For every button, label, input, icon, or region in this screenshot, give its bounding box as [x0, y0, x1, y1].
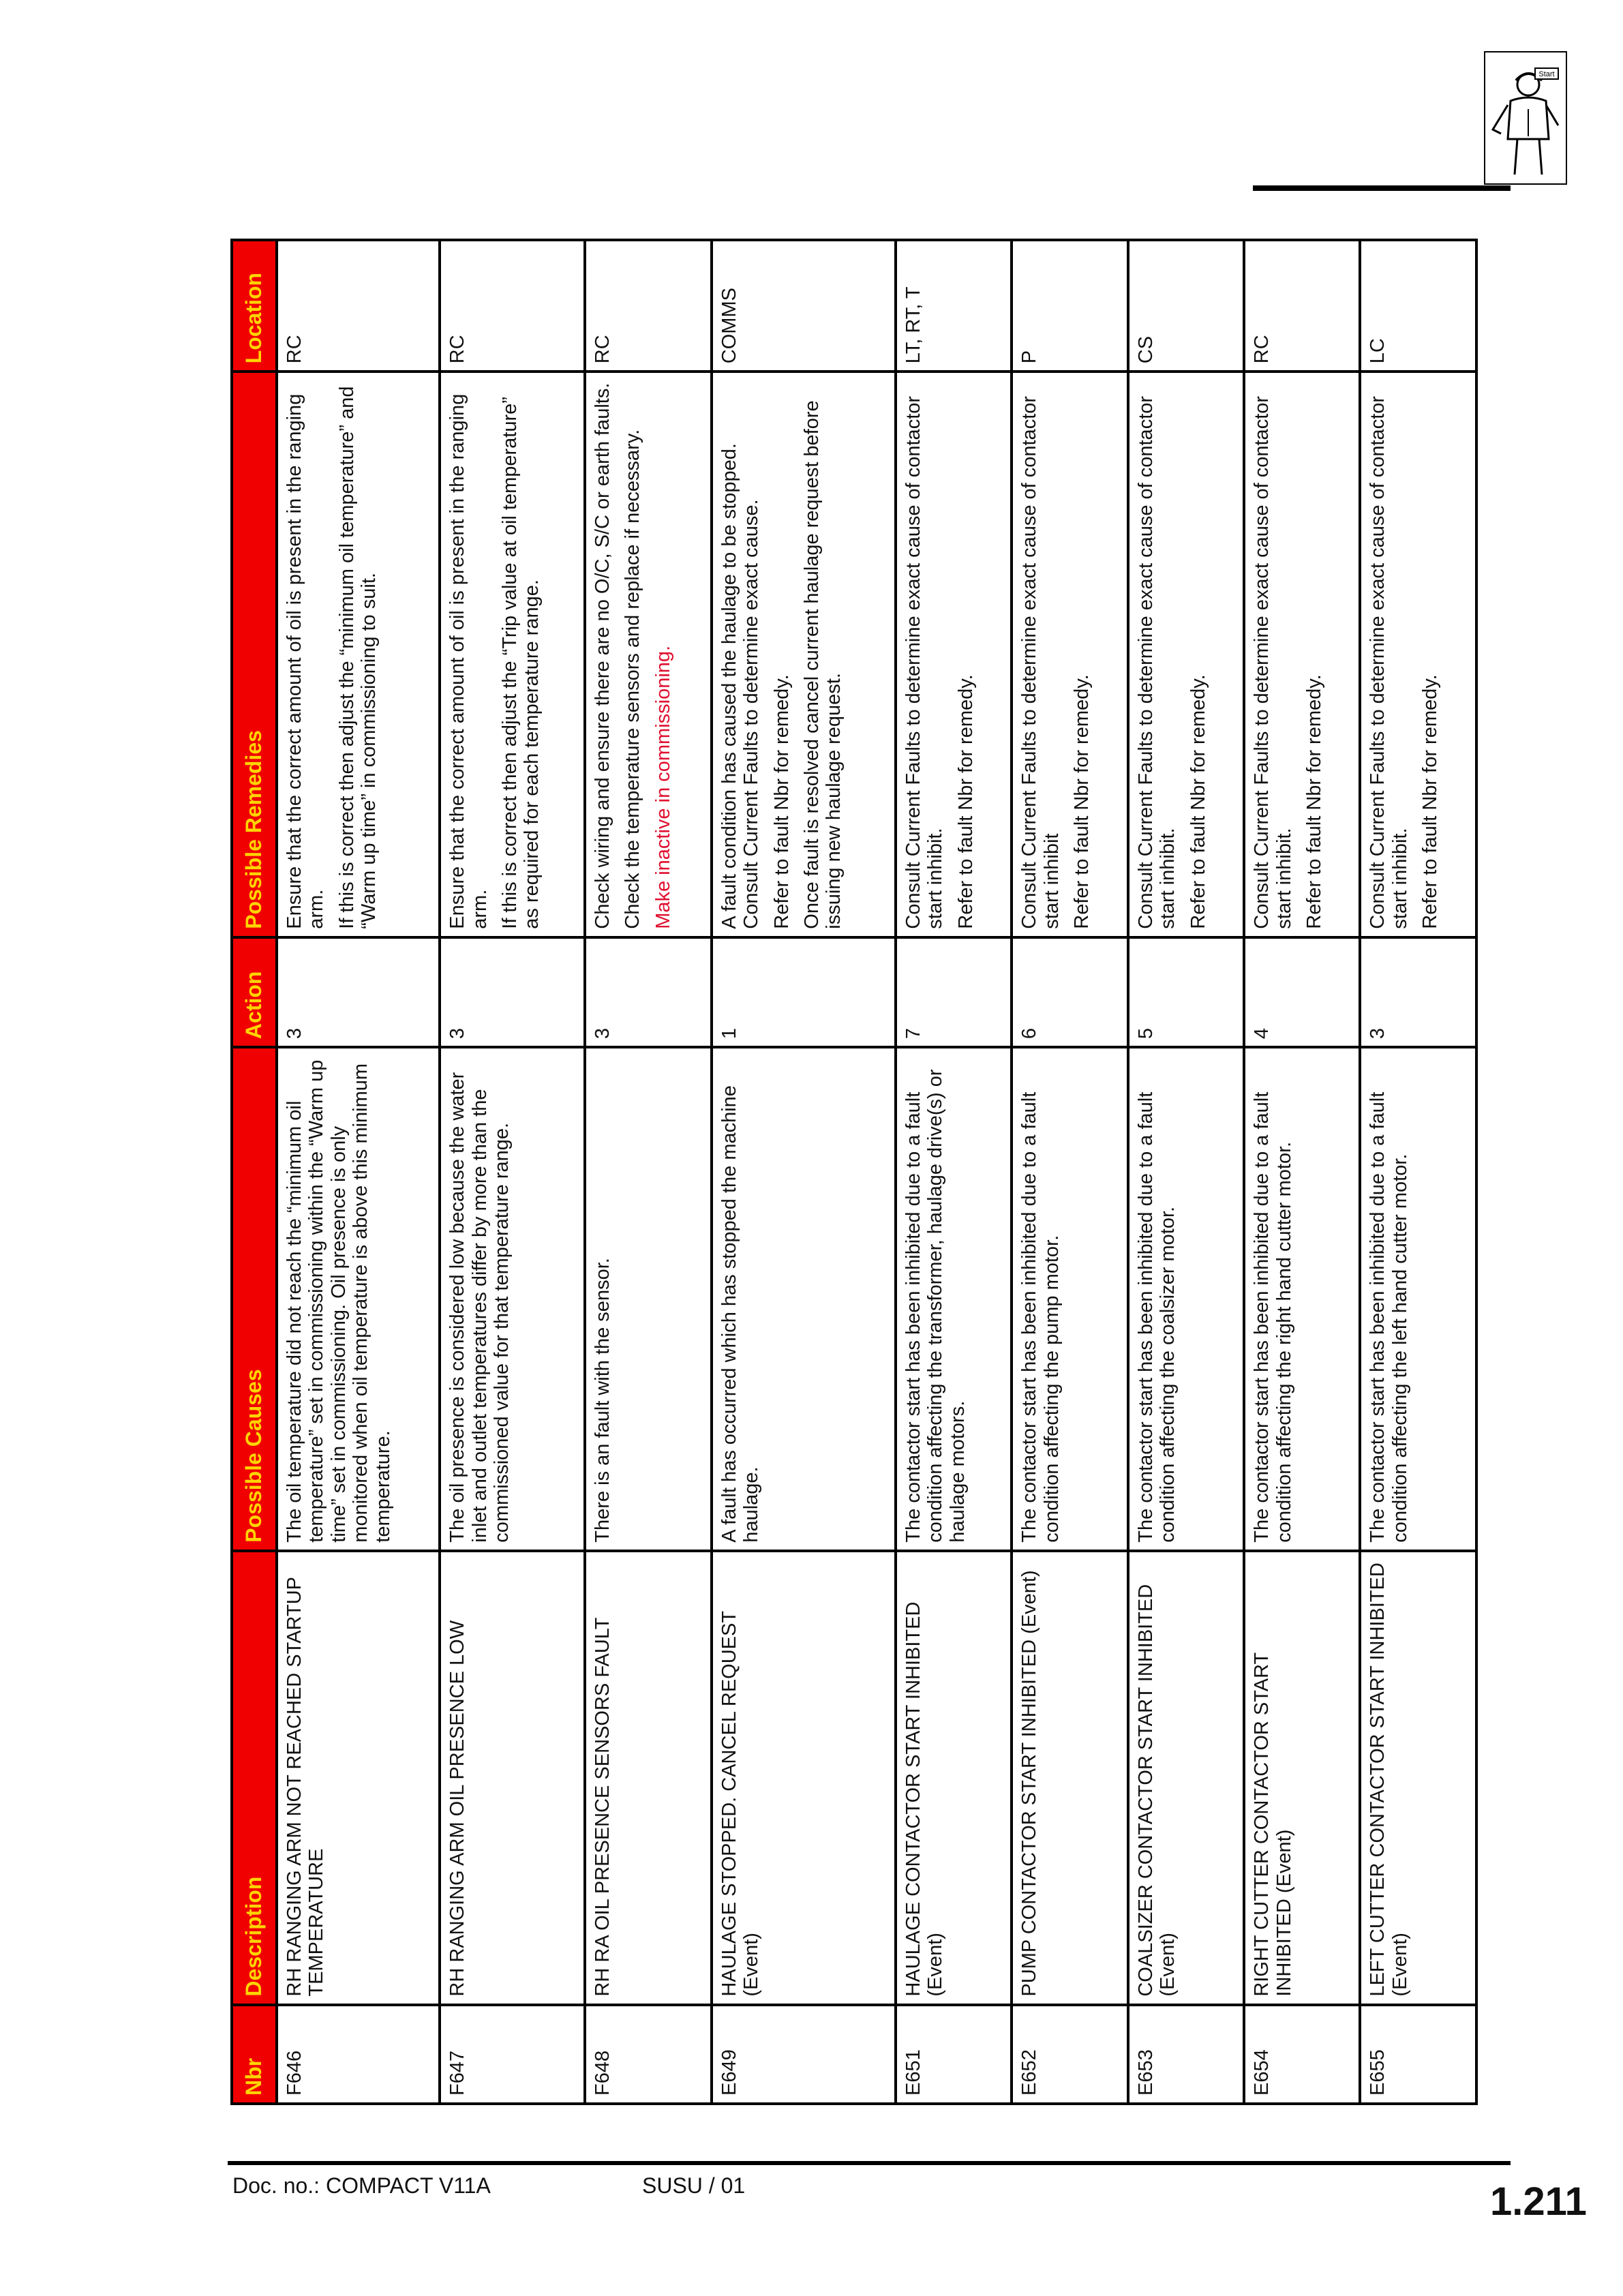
fault-action: 3 [440, 937, 585, 1047]
fault-location: LT, RT, T [896, 240, 1012, 372]
fault-description: RH RA OIL PRESENCE SENSORS FAULT [585, 1551, 712, 2005]
fault-action: 6 [1012, 937, 1127, 1047]
fault-causes: The contactor start has been inhibited due to a fault condition affecting the coalsizer motor. [1128, 1047, 1244, 1551]
fault-location: RC [585, 240, 712, 372]
fault-location: RC [440, 240, 585, 372]
fault-remedies [440, 372, 585, 937]
page-number: 1.211 [1490, 2179, 1587, 2224]
table-row [440, 240, 585, 2104]
operator-helmet-icon [1483, 50, 1568, 185]
fault-remedies [585, 372, 712, 937]
fault-location: RC [1244, 240, 1360, 372]
table-row [1244, 240, 1360, 2104]
fault-remedies [1012, 372, 1127, 937]
document-number: Doc. no.: COMPACT V11A [232, 2173, 491, 2198]
fault-description: PUMP CONTACTOR START INHIBITED (Event) [1012, 1551, 1127, 2005]
fault-causes: The oil presence is considered low because the water inlet and outlet temperatures differ by more than the commissioned value for that temperature range. [440, 1047, 585, 1551]
remedy-paragraph: Once fault is resolved cancel current haulage request before issuing new haulage request. [801, 400, 845, 929]
header-action: Action [232, 937, 277, 1047]
fault-location: COMMS [712, 240, 896, 372]
table-row [1012, 240, 1127, 2104]
fault-description: HAULAGE CONTACTOR START INHIBITED (Event) [896, 1551, 1012, 2005]
fault-location: LC [1360, 240, 1476, 372]
remedy-paragraph: Refer to fault Nbr for remedy. [1071, 674, 1093, 929]
fault-action: 1 [712, 937, 896, 1047]
header-nbr: Nbr [232, 2005, 277, 2104]
fault-number: E653 [1128, 2005, 1244, 2104]
fault-causes: The contactor start has been inhibited due to a fault condition affecting the left hand cutter motor. [1360, 1047, 1476, 1551]
fault-action: 3 [585, 937, 712, 1047]
remedy-paragraph: Consult Current Faults to determine exact cause of contactor start inhibit. [1251, 395, 1295, 929]
remedy-paragraph: Consult Current Faults to determine exact cause of contactor start inhibit [1018, 395, 1063, 929]
table-row [277, 240, 440, 2104]
fault-location: RC [277, 240, 440, 372]
remedy-paragraph: Ensure that the correct amount of oil is present in the ranging arm. [284, 393, 328, 929]
table-row [1128, 240, 1244, 2104]
fault-number: F646 [277, 2005, 440, 2104]
remedy-paragraph: A fault condition has caused the haulage to be stopped. Consult Current Faults to determine exact cause. [718, 443, 763, 929]
header-rule [1253, 185, 1511, 191]
fault-number: F647 [440, 2005, 585, 2104]
remedy-paragraph: Refer to fault Nbr for remedy. [1419, 674, 1442, 929]
header-location: Location [232, 240, 277, 372]
remedy-paragraph: Check wiring and ensure there are no O/C, S/C or earth faults. [591, 382, 613, 929]
remedy-paragraph: Refer to fault Nbr for remedy. [1303, 674, 1325, 929]
header-description: Description [232, 1551, 277, 2005]
footer-rule [228, 2161, 1511, 2165]
fault-action: 3 [1360, 937, 1476, 1047]
remedy-paragraph: Consult Current Faults to determine exact cause of contactor start inhibit. [1134, 395, 1179, 929]
fault-action: 7 [896, 937, 1012, 1047]
fault-location: CS [1128, 240, 1244, 372]
fault-causes: There is an fault with the sensor. [585, 1047, 712, 1551]
table-row [712, 240, 896, 2104]
remedy-paragraph: Consult Current Faults to determine exact cause of contactor start inhibit. [1367, 395, 1411, 929]
fault-number: E652 [1012, 2005, 1127, 2104]
fault-action: 4 [1244, 937, 1360, 1047]
fault-remedies [1128, 372, 1244, 937]
logo-text: Start [1538, 70, 1555, 78]
fault-causes: The oil temperature did not reach the “minimum oil temperature” set in commissioning within the “Warm up time” set in commissioning. Oil presence is only monitored when oil temperature is above this minimum temperature. [277, 1047, 440, 1551]
remedy-paragraph: Refer to fault Nbr for remedy. [1187, 674, 1209, 929]
fault-remedies [896, 372, 1012, 937]
fault-description: COALSIZER CONTACTOR START INHIBITED (Event) [1128, 1551, 1244, 2005]
document-revision: SUSU / 01 [642, 2173, 746, 2198]
fault-remedies [1360, 372, 1476, 937]
fault-number: E649 [712, 2005, 896, 2104]
remedy-paragraph: If this is correct then adjust the “minimum oil temperature” and “Warm up time” in commissioning to suit. [335, 386, 380, 929]
remedy-paragraph: Refer to fault Nbr for remedy. [770, 674, 793, 929]
fault-location: P [1012, 240, 1127, 372]
table-row [896, 240, 1012, 2104]
remedy-paragraph: Check the temperature sensors and replace if necessary. [622, 429, 644, 929]
fault-remedies [277, 372, 440, 937]
remedy-paragraph: Refer to fault Nbr for remedy. [954, 674, 977, 929]
fault-causes: A fault has occurred which has stopped the machine haulage. [712, 1047, 896, 1551]
fault-description: LEFT CUTTER CONTACTOR START INHIBITED (Event) [1360, 1551, 1476, 2005]
fault-causes: The contactor start has been inhibited due to a fault condition affecting the right hand cutter motor. [1244, 1047, 1360, 1551]
fault-number: E651 [896, 2005, 1012, 2104]
fault-description: RH RANGING ARM OIL PRESENCE LOW [440, 1551, 585, 2005]
fault-number: F648 [585, 2005, 712, 2104]
remedy-paragraph: If this is correct then adjust the “Trip value at oil temperature” as required for each temperature range. [499, 397, 543, 929]
table-header-row [232, 240, 277, 2104]
fault-description: RH RANGING ARM NOT REACHED STARTUP TEMPERATURE [277, 1551, 440, 2005]
table-row [1360, 240, 1476, 2104]
fault-description: RIGHT CUTTER CONTACTOR START INHIBITED (Event) [1244, 1551, 1360, 2005]
fault-number: E655 [1360, 2005, 1476, 2104]
header-causes: Possible Causes [232, 1047, 277, 1551]
fault-causes: The contactor start has been inhibited due to a fault condition affecting the transformer, haulage drive(s) or haulage motors. [896, 1047, 1012, 1551]
fault-action: 5 [1128, 937, 1244, 1047]
fault-description: HAULAGE STOPPED. CANCEL REQUEST (Event) [712, 1551, 896, 2005]
table-row [585, 240, 712, 2104]
remedy-paragraph: Consult Current Faults to determine exact cause of contactor start inhibit. [902, 395, 947, 929]
fault-remedies [1244, 372, 1360, 937]
remedy-note: Make inactive in commissioning. [652, 645, 674, 929]
fault-table [230, 239, 1478, 2105]
remedy-paragraph: Ensure that the correct amount of oil is present in the ranging arm. [446, 393, 491, 929]
fault-remedies [712, 372, 896, 937]
fault-number: E654 [1244, 2005, 1360, 2104]
header-remedies: Possible Remedies [232, 372, 277, 937]
fault-causes: The contactor start has been inhibited due to a fault condition affecting the pump motor. [1012, 1047, 1127, 1551]
fault-action: 3 [277, 937, 440, 1047]
